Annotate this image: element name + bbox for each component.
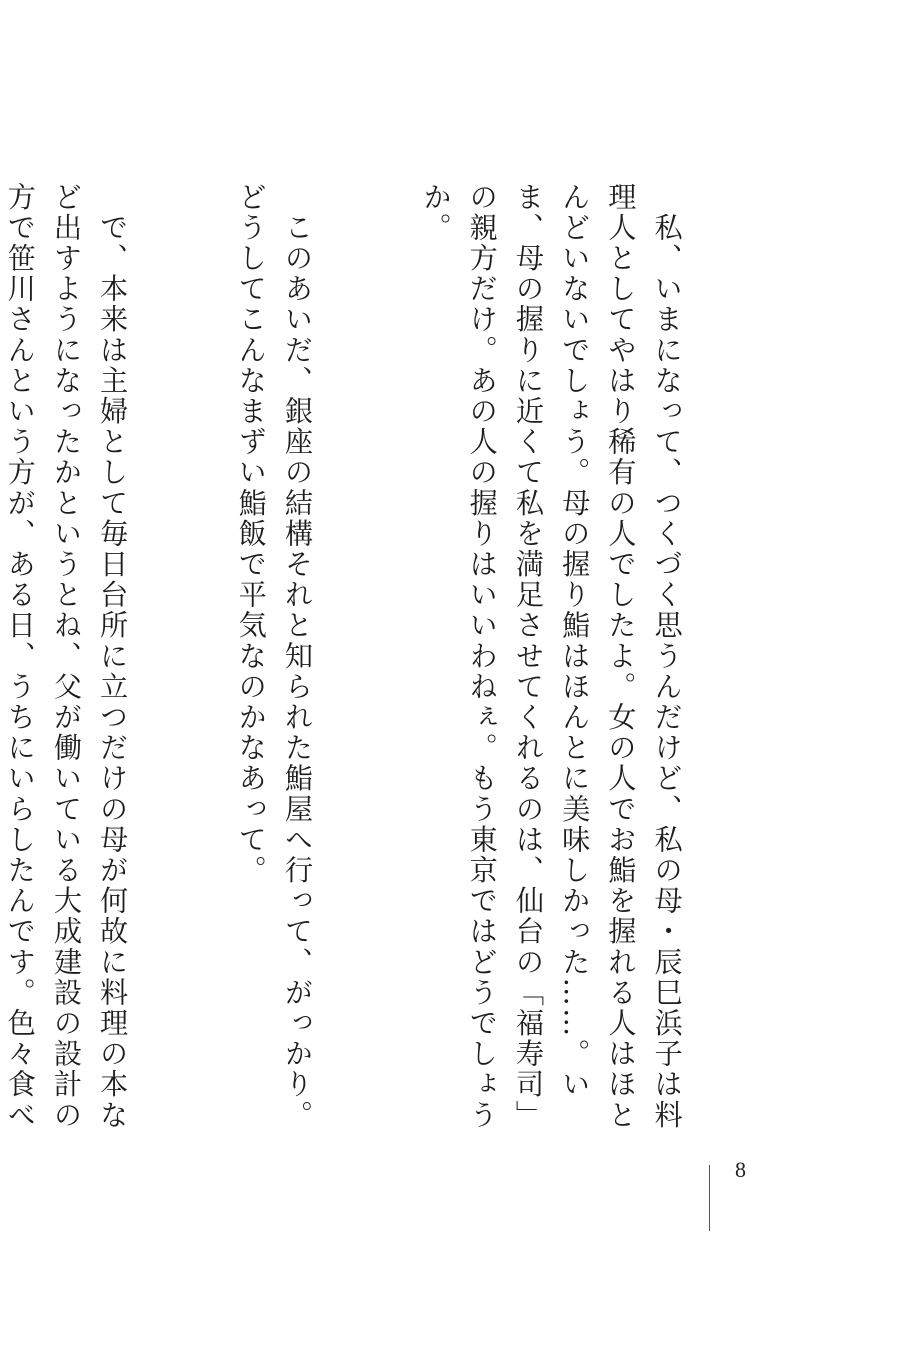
page-number-rule bbox=[709, 1165, 710, 1231]
page-number: 8 bbox=[735, 1157, 746, 1182]
paragraph-2: このあいだ、銀座の結構それと知られた鮨屋へ行って、がっかり。どうしてこんなまずい鮨飯で平気なのかなあって。 bbox=[234, 182, 314, 1131]
vertical-body-text bbox=[3, 182, 782, 1142]
paragraph-1: 私、いまになって、つくづく思うんだけど、私の母・辰巳浜子は料理人としてやはり稀有の人でしたよ。女の人でお鮨を握れる人はほとんどいないでしょう。母の握り鮨はほんとに美味しかった……。いま、母の握りに近くて私を満足させてくれるのは、仙台の「福寿司」の親方だけ。あの人の握りはいいわねぇ。もう東京ではどうでしょうか。 bbox=[419, 182, 684, 1131]
paragraph-3: で、本来は主婦として毎日台所に立つだけの母が何故に料理の本など出すようになったかというとね、父が働いている大成建設の設計の方で笹川さんという方が、ある日、うちにいらしたんです。色々食べ bbox=[3, 182, 130, 1131]
